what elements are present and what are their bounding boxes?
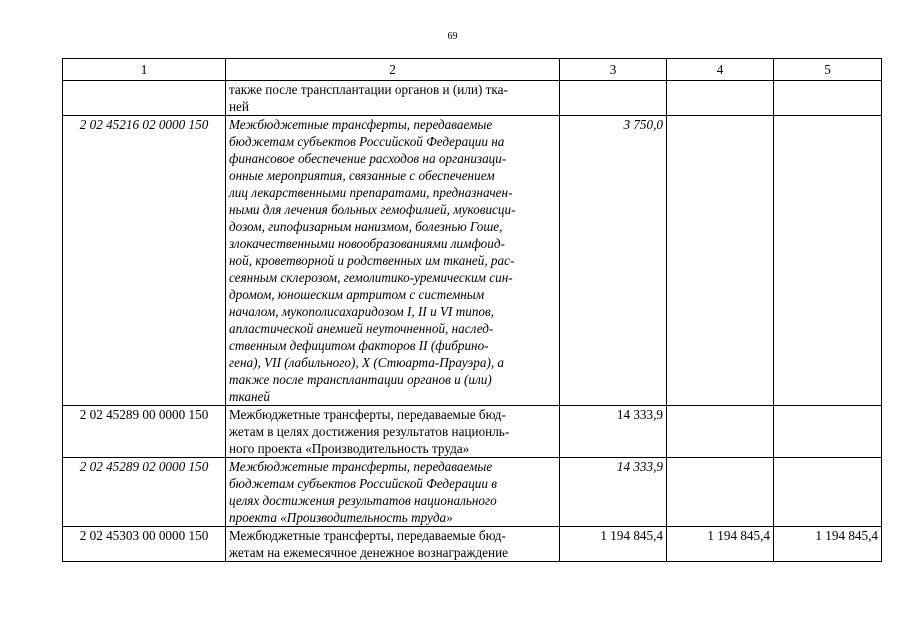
amount-cell-3: 14 333,9 (560, 458, 667, 527)
header-row (63, 59, 882, 81)
description-cell (226, 406, 560, 458)
description-cell (226, 527, 560, 562)
budget-code-cell: 2 02 45216 02 0000 150 (63, 116, 226, 406)
table-row (63, 406, 882, 458)
description-line: бюджетам субъектов Российской Федерации в (229, 476, 497, 491)
description-line: также после трансплантации органов и (или) (229, 372, 492, 387)
table-row (63, 116, 882, 406)
description-line: дромом, юношеским артритом с системным (229, 287, 485, 302)
description-line: сеянным склерозом, гемолитико-уремическим син- (229, 270, 513, 285)
description-line: началом, мукополисахаридозом I, II и VI типов, (229, 304, 495, 319)
amount-cell-4 (667, 81, 774, 116)
description-line: ней (229, 99, 249, 114)
amount-cell-4: 1 194 845,4 (667, 527, 774, 562)
description-line: гена), VII (лабильного), X (Стюарта-Прауэра), а (229, 355, 505, 370)
description-line: ственным дефицитом факторов II (фибрино- (229, 338, 489, 353)
description-line: апластической анемией неуточненной, наслед- (229, 321, 494, 336)
description-line: бюджетам субъектов Российской Федерации на (229, 134, 505, 149)
page-number: 69 (447, 31, 458, 42)
amount-cell-3: 1 194 845,4 (560, 527, 667, 562)
budget-table (62, 58, 882, 562)
amount-cell-3: 3 750,0 (560, 116, 667, 406)
description-line: дозом, гипофизарным нанизмом, болезнью Гоше, (229, 219, 503, 234)
table-row (63, 81, 882, 116)
amount-cell-5 (774, 458, 882, 527)
table-row (63, 527, 882, 562)
budget-code-cell: 2 02 45289 02 0000 150 (63, 458, 226, 527)
description-line: Межбюджетные трансферты, передаваемые (229, 459, 493, 474)
amount-cell-3: 14 333,9 (560, 406, 667, 458)
description-cell (226, 81, 560, 116)
description-line: Межбюджетные трансферты, передаваемые (229, 117, 493, 132)
table-row (63, 458, 882, 527)
amount-cell-5: 1 194 845,4 (774, 527, 882, 562)
header-col-4: 4 (667, 59, 774, 81)
header-col-2: 2 (226, 59, 560, 81)
description-line: ной, кроветворной и родственных им тканей, рас- (229, 253, 515, 268)
amount-cell-5 (774, 406, 882, 458)
amount-cell-5 (774, 81, 882, 116)
budget-code-cell: 2 02 45303 00 0000 150 (63, 527, 226, 562)
description-line: проекта «Производительность труда» (229, 510, 453, 525)
header-col-3: 3 (560, 59, 667, 81)
amount-cell-4 (667, 116, 774, 406)
description-cell (226, 116, 560, 406)
budget-code-cell (63, 81, 226, 116)
description-cell (226, 458, 560, 527)
amount-cell-4 (667, 458, 774, 527)
description-line: финансовое обеспечение расходов на организаци- (229, 151, 507, 166)
description-line: злокачественными новообразованиями лимфоид- (229, 236, 505, 251)
description-line: ными для лечения больных гемофилией, муковисци- (229, 202, 516, 217)
budget-code-cell: 2 02 45289 00 0000 150 (63, 406, 226, 458)
description-line: Межбюджетные трансферты, передаваемые бюд- (229, 528, 506, 543)
description-line: жетам на ежемесячное денежное вознаграждение (229, 545, 508, 560)
description-line: тканей (229, 389, 270, 404)
amount-cell-5 (774, 116, 882, 406)
description-line: также после трансплантации органов и (или) тка- (229, 82, 508, 97)
amount-cell-3 (560, 81, 667, 116)
table-body (63, 81, 882, 562)
amount-cell-4 (667, 406, 774, 458)
description-line: ного проекта «Производительность труда» (229, 441, 470, 456)
header-col-5: 5 (774, 59, 882, 81)
description-line: жетам в целях достижения результатов национль- (229, 424, 510, 439)
description-line: целях достижения результатов национального (229, 493, 497, 508)
description-line: онные мероприятия, связанные с обеспечением (229, 168, 495, 183)
description-line: Межбюджетные трансферты, передаваемые бюд- (229, 407, 506, 422)
description-line: лиц лекарственными препаратами, предназначен- (229, 185, 513, 200)
header-col-1: 1 (63, 59, 226, 81)
